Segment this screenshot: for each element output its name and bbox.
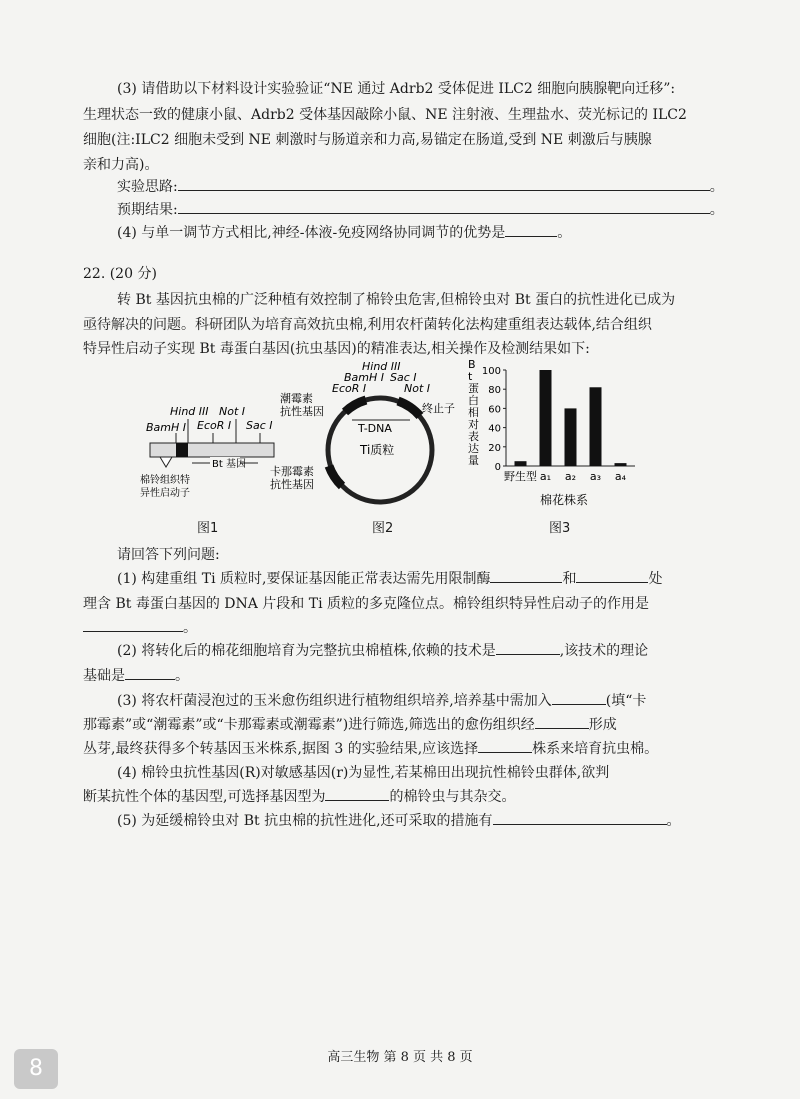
q2-text-a: (2) 将转化后的棉花细胞培育为完整抗虫棉植株,依赖的技术是 — [117, 643, 496, 659]
q3-line2 — [83, 714, 617, 736]
fig1-site-hindiii: Hind III — [170, 405, 209, 418]
page-number-badge: 8 — [14, 1049, 58, 1089]
expected-result-label: 预期结果: — [117, 202, 178, 218]
expected-result-end: 。 — [709, 202, 724, 218]
chart-x-axis-label: 棉花株系 — [540, 493, 589, 507]
figure-1-caption: 图1 — [197, 521, 219, 536]
chart-x-tick-label-4: a₄ — [614, 470, 627, 483]
fig2-kan-gene-block — [329, 466, 342, 486]
q22-intro-3: 特异性启动子实现 Bt 毒蛋白基因(抗虫基因)的精准表达,相关操作及检测结果如下: — [83, 341, 590, 357]
fig2-hyg-label-1: 潮霉素 — [280, 392, 313, 405]
q1-line2: 理含 Bt 毒蛋白基因的 DNA 片段和 Ti 质粒的多克隆位点。棉铃组织特异性启动子的作用是 — [83, 596, 650, 612]
q4-text-line2b: 的棉铃虫与其杂交。 — [389, 789, 516, 805]
experiment-idea-label: 实验思路: — [117, 179, 178, 195]
fig1-promoter-label-1: 棉铃组织特 — [140, 475, 190, 486]
q3-line1 — [117, 690, 646, 712]
chart-y-tick-label: 20 — [488, 442, 501, 454]
fig2-tdna-label: T-DNA — [358, 422, 392, 435]
chart-x-tick-label-1: a₁ — [539, 470, 552, 483]
q3-text-b: (填“卡 — [605, 693, 647, 709]
fig1-site-bamhi: BamH I — [146, 421, 187, 434]
chart-y-tick-label: 40 — [488, 423, 501, 435]
q2-line2 — [83, 665, 189, 687]
fig2-kan-label-1: 卡那霉素 — [270, 465, 314, 478]
chart-y-tick-label: 100 — [481, 366, 501, 377]
q3-blank-2[interactable] — [535, 714, 589, 729]
q21-3-line4: 亲和力高)。 — [83, 157, 159, 173]
q2-text-b: ,该技术的理论 — [559, 643, 649, 659]
q3-text-line2: 那霉素”或“潮霉素”或“卡那霉素或潮霉素”)进行筛选,筛选出的愈伤组织经 — [83, 717, 535, 733]
fig1-gene-label: Bt 基因 — [212, 459, 246, 470]
q4-blank[interactable] — [325, 786, 389, 801]
q22-intro-1: 转 Bt 基因抗虫棉的广泛种植有效控制了棉铃虫危害,但棉铃虫对 Bt 蛋白的抗性进化已成为 — [117, 292, 676, 308]
q5-blank[interactable] — [493, 810, 667, 825]
q2-text-line2: 基础是 — [83, 668, 125, 684]
q3-line3 — [83, 738, 658, 760]
figure-2 — [270, 358, 455, 508]
q3-blank-3[interactable] — [478, 738, 532, 753]
chart-bar-0 — [515, 461, 527, 466]
q22-header: 22. (20 分) — [83, 266, 157, 282]
expected-result-row — [117, 199, 724, 221]
figure-2-caption: 图2 — [372, 521, 394, 536]
fig2-site-saci: Sac I — [390, 371, 417, 384]
chart-y-tick-label: 60 — [488, 404, 501, 416]
q21-3-line2: 生理状态一致的健康小鼠、Adrb2 受体基因敲除小鼠、NE 注射液、生理盐水、荧光标记的 ILC2 — [83, 107, 687, 123]
q3-text-a: (3) 将农杆菌浸泡过的玉米愈伤组织进行植物组织培养,培养基中需加入 — [117, 693, 552, 709]
q3-text-line3: 丛芽,最终获得多个转基因玉米株系,据图 3 的实验结果,应该选择 — [83, 741, 479, 757]
q1-end: 。 — [183, 620, 197, 636]
fig1-promoter-label-2: 异性启动子 — [140, 488, 190, 499]
fig2-kan-label-2: 抗性基因 — [270, 478, 314, 491]
q4-line2 — [83, 786, 515, 808]
chart-x-tick-label-3: a₃ — [589, 470, 602, 483]
figure-1-diagram — [140, 395, 280, 505]
q3-text-line2b: 形成 — [588, 717, 617, 733]
q2-blank-2[interactable] — [125, 665, 175, 680]
figure-3 — [460, 358, 650, 513]
q3-blank-1[interactable] — [552, 690, 606, 705]
fig2-hyg-label-2: 抗性基因 — [280, 405, 324, 418]
q5-end: 。 — [666, 813, 681, 829]
q1-line1 — [117, 568, 662, 590]
chart-bar-1 — [540, 370, 552, 466]
experiment-idea-end: 。 — [709, 179, 724, 195]
fig2-terminator-block — [398, 401, 420, 416]
chart-x-tick-label-2: a₂ — [564, 470, 577, 483]
q5-line1 — [117, 810, 681, 832]
fig1-site-ecori: EcoR I — [197, 419, 232, 432]
q5-text: (5) 为延缓棉铃虫对 Bt 抗虫棉的抗性进化,还可采取的措施有 — [117, 813, 493, 829]
fig2-terminator-label: 终止子 — [422, 402, 455, 415]
q1-line3 — [83, 617, 197, 639]
q2-line1 — [117, 640, 648, 662]
fig1-site-saci: Sac I — [246, 419, 273, 432]
q1-text-c: 处 — [648, 571, 663, 587]
q4-line1: (4) 棉铃虫抗性基因(R)对敏感基因(r)为显性,若某棉田出现抗性棉铃虫群体,欲判 — [117, 765, 610, 781]
experiment-idea-row — [117, 176, 724, 198]
figure-1 — [140, 395, 280, 505]
fig1-site-noti: Not I — [219, 405, 246, 418]
q1-blank-1[interactable] — [490, 568, 562, 583]
fig1-promoter-block — [176, 443, 188, 457]
q21-4-blank[interactable] — [505, 222, 557, 237]
q22-intro-2: 亟待解决的问题。科研团队为培育高效抗虫棉,利用农杆菌转化法构建重组表达载体,结合组织 — [83, 317, 652, 333]
fig2-site-hindiii: Hind III — [362, 360, 401, 373]
figure-2-diagram — [270, 358, 455, 508]
page-footer: 高三生物 第 8 页 共 8 页 — [327, 1050, 473, 1065]
q3-text-line3b: 株系来培育抗虫棉。 — [532, 741, 659, 757]
q21-4 — [117, 222, 571, 244]
fig2-site-bamhi: BamH I — [344, 371, 385, 384]
chart-y-tick-label: 80 — [488, 385, 501, 397]
q21-4-end: 。 — [557, 225, 572, 241]
chart-y-axis-label: B t 蛋白相对表达量 — [468, 358, 479, 467]
q1-blank-2[interactable] — [576, 568, 648, 583]
expected-result-blank[interactable] — [178, 199, 710, 214]
q21-3-line1: (3) 请借助以下材料设计实验验证“NE 通过 Adrb2 受体促进 ILC2 细胞向胰腺靶向迁移”: — [117, 81, 676, 97]
q1-text-b: 和 — [562, 571, 577, 587]
q1-blank-3[interactable] — [83, 617, 183, 632]
experiment-idea-blank[interactable] — [178, 176, 710, 191]
q4-text-line2: 断某抗性个体的基因型,可选择基因型为 — [83, 789, 326, 805]
q21-4-text: (4) 与单一调节方式相比,神经-体液-免疫网络协同调节的优势是 — [117, 225, 506, 241]
fig2-hyg-gene-block — [345, 400, 366, 412]
fig2-site-noti: Not I — [404, 382, 431, 395]
figure-3-caption: 图3 — [549, 521, 571, 536]
q21-3-line3: 细胞(注:ILC2 细胞未受到 NE 刺激时与肠道亲和力高,易锚定在肠道,受到 NE 刺激后与胰腺 — [83, 132, 652, 148]
figure-3-bar-chart — [460, 358, 650, 513]
chart-y-tick-label: 0 — [494, 462, 501, 473]
fig2-plasmid-label: Ti质粒 — [360, 443, 395, 457]
q1-text-a: (1) 构建重组 Ti 质粒时,要保证基因能正常表达需先用限制酶 — [117, 571, 491, 587]
chart-x-tick-label-0: 野生型 — [504, 470, 537, 483]
q2-end: 。 — [175, 668, 189, 684]
q2-blank-1[interactable] — [496, 640, 560, 655]
chart-bar-2 — [565, 408, 577, 466]
fig1-promoter-marker — [160, 457, 172, 467]
questions-intro: 请回答下列问题: — [117, 547, 220, 563]
chart-bar-3 — [590, 387, 602, 466]
fig1-dna-fragment — [150, 443, 274, 457]
chart-bar-4 — [615, 463, 627, 466]
fig2-site-ecori: EcoR I — [332, 382, 367, 395]
